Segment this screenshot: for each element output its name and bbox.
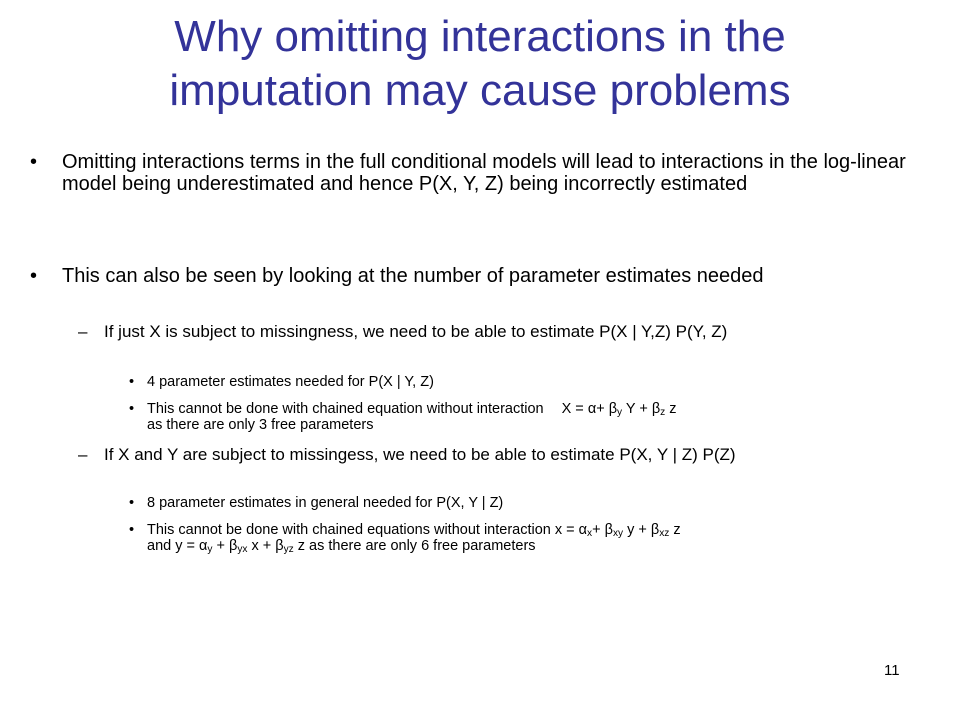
sub-bullet-x-missing xyxy=(78,322,924,341)
bullet-marker: • xyxy=(129,401,135,417)
bullet-marker: • xyxy=(30,151,38,173)
sub-sub-bullet-text: 4 parameter estimates needed for P(X | Y, Z) xyxy=(147,374,434,390)
alpha-symbol: α xyxy=(578,522,588,538)
title-line-1: Why omitting interactions in the xyxy=(174,12,786,61)
bullet-omitting-interactions xyxy=(30,151,922,195)
dash-marker: – xyxy=(78,322,88,341)
sub-bullet-xy-missing xyxy=(78,445,924,464)
sub-sub-bullet-4-params xyxy=(129,374,937,390)
sub-bullet-text: If just X is subject to missingness, we need to be able to estimate P(X | Y,Z) P(Y, Z) xyxy=(104,322,728,341)
slide-title xyxy=(60,10,900,118)
title-line-2: imputation may cause problems xyxy=(169,66,791,115)
bullet-marker: • xyxy=(129,374,135,390)
text-post: as there are only 3 free parameters xyxy=(147,417,374,433)
alpha-symbol: α xyxy=(199,538,208,554)
bullet-marker: • xyxy=(129,522,135,538)
sub-bullet-text: If X and Y are subject to missingess, we need to be able to estimate P(X, Y | Z) P(Z) xyxy=(104,445,736,464)
alpha-symbol: α xyxy=(587,401,597,417)
sub-sub-bullet-chained-equations: • This cannot be done with chained equations without interaction $x = \alpha_x+ \beta_{xy}$ $y + \beta_{xz}$ z and $y = \alpha_y + \beta_{yx}$ $x + \beta_{yz}$ z as there are only 6 free parameters xyxy=(129,522,681,555)
bullet-marker: • xyxy=(30,265,38,287)
sub-sub-bullet-text: 8 parameter estimates in general needed for P(X, Y | Z) xyxy=(147,495,504,511)
sub-sub-bullet-chained-equation xyxy=(129,401,937,433)
dash-marker: – xyxy=(78,445,88,464)
beta-symbol: β xyxy=(228,538,238,554)
beta-symbol: β xyxy=(650,522,660,538)
sub-sub-bullet-8-params xyxy=(129,495,937,511)
equation: $X = \alpha+ \beta_y$ $Y + \beta_z$ z xyxy=(561,401,677,418)
beta-symbol: β xyxy=(604,522,613,538)
bullet-parameter-estimates xyxy=(30,265,922,287)
bullet-marker: • xyxy=(129,495,135,511)
beta-symbol: β xyxy=(651,401,661,417)
beta-symbol: β xyxy=(275,538,284,554)
beta-symbol: β xyxy=(608,401,618,417)
bullet-text: Omitting interactions terms in the full conditional models will lead to interactions in the log-linear model being underestimated and hence P(X, Y, Z) being incorrectly estimated xyxy=(62,151,906,195)
bullet-text: This can also be seen by looking at the number of parameter estimates needed xyxy=(62,265,764,287)
page-number: 11 xyxy=(884,662,900,679)
text-pre: This cannot be done with chained equation without interaction xyxy=(147,401,544,417)
